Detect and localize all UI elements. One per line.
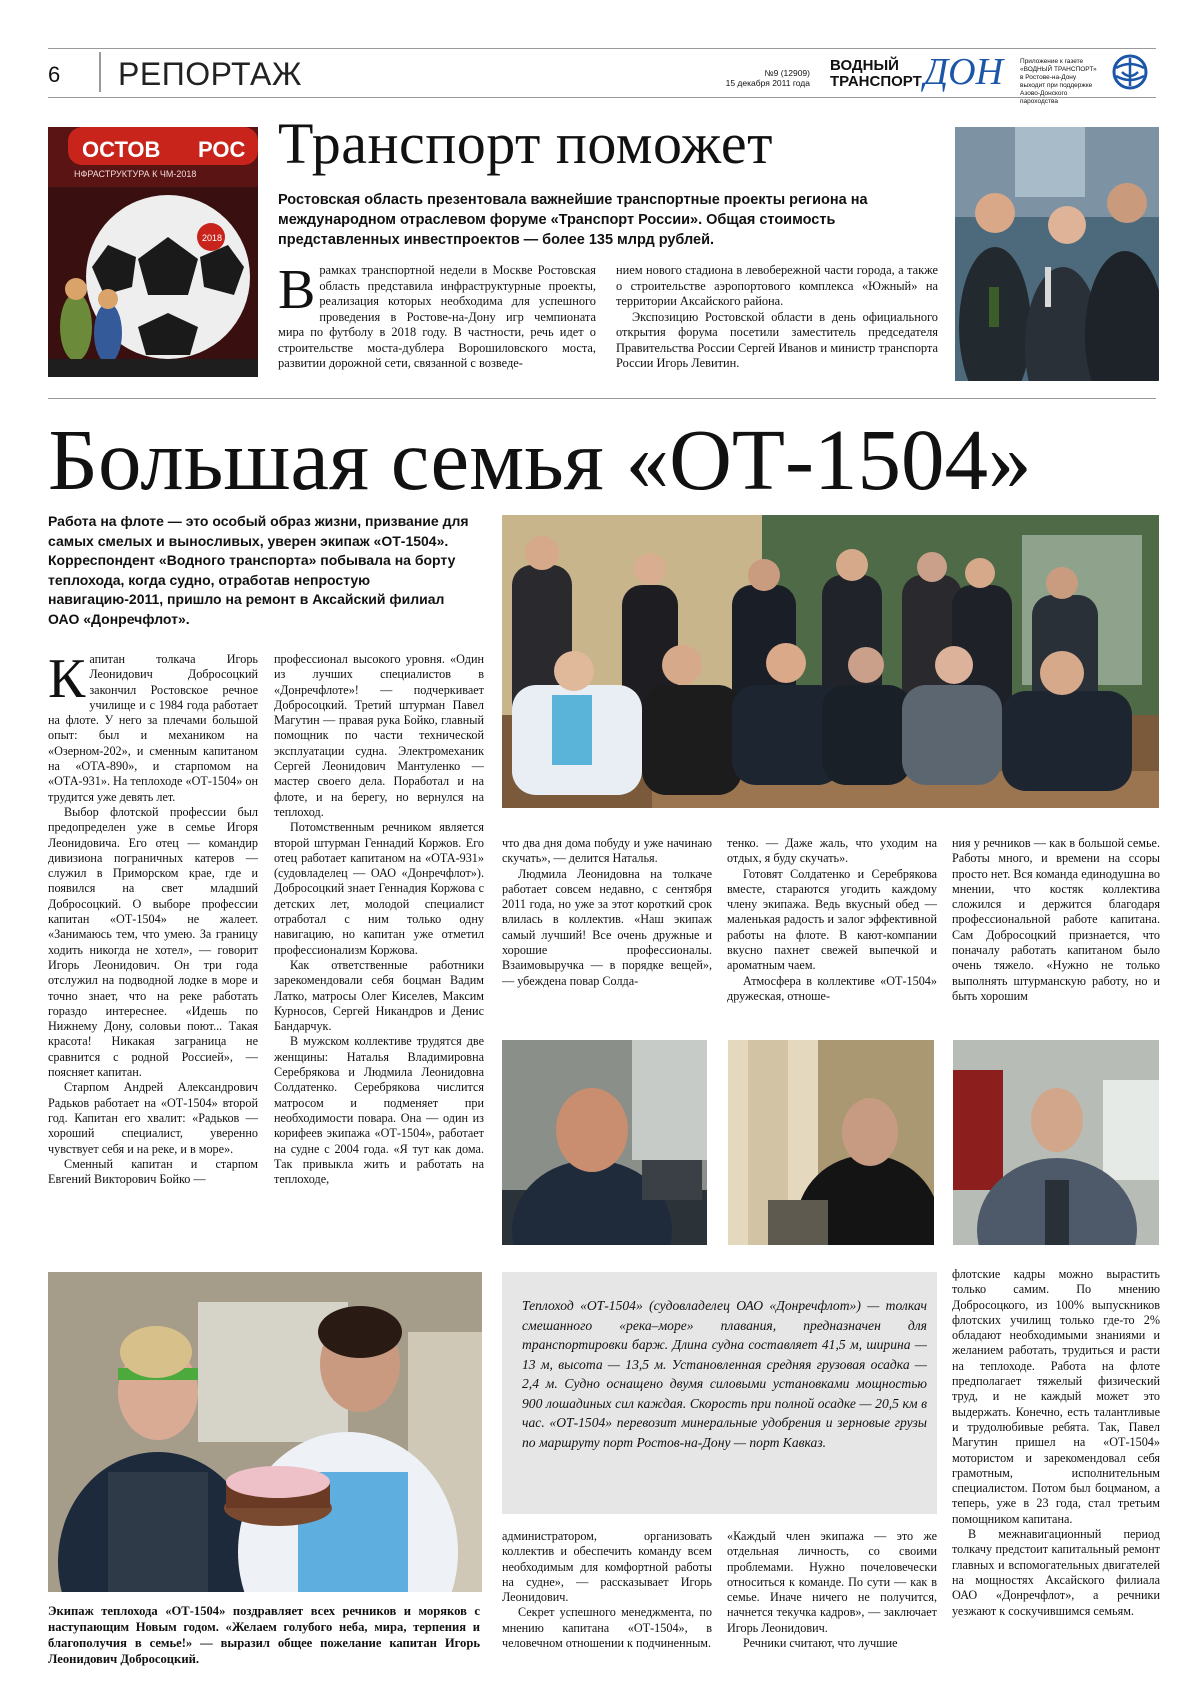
crew-portrait-photo — [502, 1040, 707, 1245]
section-divider — [99, 52, 101, 92]
article2-paragraph: профессионал высокого уровня. «Один из лучших специалистов в «Донречфлоте»! — подчеркивает Добросоцкий. Третий штурман Павел Магутин — правая рука Бойко, главный помощник по части технической эксплуатации судна. Электромеханик Сергей Леонидович Мантуленко — мастер своего дела. Поработал и на флоте, и на берегу, но вернулся на теплоход. — [274, 652, 484, 819]
article2-headline: Большая семья «ОТ-1504» — [48, 411, 1032, 508]
logo-word-vodny: ВОДНЫЙ — [830, 57, 899, 74]
article1-lead: Ростовская область презентовала важнейшие транспортные проекты региона на международном отраслевом форуме «Транспорт России». Общая стоимость представленных инвестпроектов — более 135 млрд рублей. — [278, 192, 868, 248]
article2-paragraph: Как ответственные работники зарекомендовали себя боцман Вадим Латко, матросы Олег Киселев, Максим Курносов, Сергей Никандров и Денис Бандарчук. — [274, 957, 484, 1034]
article1-paragraph: Экспозицию Ростовской области в день официального открытия форума посетили заместитель председателя Правительства России Сергей Иванов и министр транспорта России Игорь Левитин. — [616, 309, 938, 370]
article1-dropcap: В — [278, 259, 316, 321]
issue-number: №9 (12909) — [764, 68, 810, 78]
issue-date: 15 декабря 2011 года — [725, 78, 810, 88]
photo-caption: Экипаж теплохода «ОТ-1504» поздравляет всех речников и моряков с наступающим Новым годом. «Желаем голубого неба, мира, терпения и благополучия в семье!» — выразил общее пожелание капитан Игорь Леонидович Добросоцкий. — [48, 1604, 480, 1666]
article2-paragraph: В мужском коллективе трудятся две женщины: Наталья Владимировна Серебрякова и Людмила Леонидовна Солдатенко. Серебрякова числится матросом и подменяет при необходимости повара. Она — один из корифеев экипажа «ОТ-1504», работает на судне с 2004 года. «Я тут как дома. Так привыкла жить и работать на теплоходе, — [274, 1034, 484, 1187]
article2-column-5 — [952, 836, 1160, 1004]
cooks-with-cake-photo — [48, 1272, 482, 1592]
article2-lead: Работа на флоте — это особый образ жизни, призвание для самых смелых и выносливых, уверен экипаж «ОТ-1504». Корреспондент «Водного транспорта» побывала на борту теплохода, когда судно, отработав непростую навигацию-2011, пришло на ремонт в Аксайский филиал ОАО «Донречфлот». — [48, 513, 469, 627]
article1-column-2 — [616, 263, 938, 372]
banner-subtitle: НФРАСТРУКТУРА К ЧМ-2018 — [74, 169, 197, 179]
article2-column-4 — [727, 836, 937, 1004]
article1-headline: Транспорт поможет — [278, 111, 773, 176]
article2-column-1 — [48, 648, 259, 1187]
article2-paragraph: Готовят Солдатенко и Серебрякова вместе, стараются угодить каждому члену экипажа. Ведь вкусный обед — маленькая радость и залог эффективной работы на флоте. В кают-компании вкусно пахнет свежей выпечкой и ароматным чаем. — [727, 866, 937, 973]
article2-column-2 — [274, 652, 484, 1187]
article2-column-4-bottom — [727, 1529, 937, 1651]
article2-paragraph: Людмила Леонидовна на толкаче работает совсем недавно, с сентября 2011 года, но уже за этот короткий срок влилась в коллектив. «Наш экипаж самый лучший! Все очень дружные и хорошие профессионалы. Взаимовыручка — в порядке вещей», — убеждена повар Солда- — [502, 866, 712, 988]
banner-text-right: РОС — [198, 137, 246, 162]
photo-badge-2018: 2018 — [202, 233, 223, 243]
article2-paragraph: администратором, организовать коллектив и обеспечить команду всем необходимым для комфортной работы на судне», — рассказывает Игорь Леонидович. — [502, 1529, 712, 1605]
article2-dropcap: К — [48, 648, 86, 710]
header-top-rule — [48, 48, 1156, 49]
article2-paragraph: флотские кадры можно вырастить только самим. По мнению Добросоцкого, из 100% выпускников флотских училищ только где-то 2% обладают необходимыми знаниями и желанием работать, трудиться и расти на теплоходе. Работа на флоте предполагает тяжелый физический труд, и не каждый может это выдержать. Конечно, есть талантливые и трудолюбивые ребята. Так, Павел Магутин пришел на «ОТ-1504» мотористом и зарекомендовал себя грамотным, исполнительным специалистом. Потом был боцманом, а теперь, уже в 23 года, стал третьим помощником капитана. — [952, 1267, 1160, 1526]
article2-column-3 — [502, 836, 712, 989]
vessel-facts-text: Теплоход «ОТ-1504» (судовладелец ОАО «Донречфлот») — толкач смешанного «река–море» плавания, предназначен для транспортировки барж. Длина судна составляет 41,5 м, ширина — 13 м, высота — 13,5 м. Установленная средняя грузовая осадка — 2,4 м. Судно оснащено двумя силовыми установками мощностью 900 лошадиных сил каждая. Скорость при полной осадке — 20,5 км в час. «ОТ-1504» перевозит минеральные удобрения и зерновые грузы по маршруту порт Ростов-на-Дону — порт Кавказ. — [522, 1298, 927, 1450]
article1-paragraph: нием нового стадиона в левобережной части города, а также о строительстве аэропортового комплекса «Южный» на территории Аксайского района. — [616, 263, 938, 308]
article2-paragraph: апитан толкача Игорь Леонидович Добросоцкий закончил Ростовское речное училище и с 1984 года работает на флоте. У него за плечами большой опыт: был и механиком на «Озерном-202», и сменным капитаном на «ОТА-890», и старпомом на «ОТА-931». На теплоходе «ОТ-1504» он трудится уже девять лет. — [48, 652, 259, 804]
article2-paragraph: Старпом Андрей Александрович Радьков работает на «ОТ-1504» второй год. Капитан его хвалит: «Радьков — хороший специалист, уверенно чувствует себя и на реке, и в море». — [48, 1080, 258, 1156]
article2-column-5-bottom — [952, 1267, 1160, 1619]
issue-info — [700, 68, 810, 88]
article2-paragraph: Речники считают, что лучшие — [743, 1636, 898, 1651]
newspaper-logo — [830, 51, 1140, 105]
globe-anchor-icon — [1112, 54, 1148, 90]
forum-stand-photo — [48, 127, 258, 377]
officials-photo — [955, 127, 1159, 381]
article2-paragraph: Атмосфера в коллективе «ОТ-1504» дружеская, отноше- — [727, 973, 937, 1003]
article2-paragraph: Выбор флотской профессии был предопределен уже в семье Игоря Леонидовича. Его отец — командир дивизиона пограничных катеров — служил в Приморском крае, где и появился на свет младший Добросоцкий. О выборе профессии капитан «ОТ-1504» не жалеет. «Занимаюсь тем, что умею. За границу ходить никогда не хотел», — говорит Игорь Леонидович. Он три года отслужил на подводной лодке в море и точно знает, что на реке работать гораздо интереснее. «Идешь по Нижнему Дону, соловьи поют... Такая красота! Никакая заграница не сравнится с родной Россией», — поясняет капитан. — [48, 804, 258, 1080]
logo-word-transport: ТРАНСПОРТ — [830, 73, 922, 90]
article2-paragraph: тенко. — Даже жаль, что уходим на отдых, я буду скучать». — [727, 836, 937, 866]
section-label: РЕПОРТАЖ — [118, 56, 302, 92]
captain-portrait-photo — [728, 1040, 934, 1245]
article2-paragraph: Сменный капитан и старпом Евгений Викторович Бойко — — [48, 1156, 258, 1187]
article1-paragraph: рамках транспортной недели в Москве Ростовская область представила инфраструктурные проекты, реализация которых необходима для успешного проведения в Ростове-на-Дону игр чемпионата мира по футболу в 2018 году. В частности, речь идет о строительстве моста-дублера Ворошиловского моста, развитии дорожной сети, связанной с возведе- — [278, 263, 596, 370]
section-rule — [48, 398, 1156, 399]
logo-note: Приложение к газете «ВОДНЫЙ ТРАНСПОРТ» в Ростове-на-Дону выходит при поддержке Азово-Донского пароходства — [1020, 58, 1097, 105]
article2-paragraph: «Каждый член экипажа — это же отдельная личность, со своими проблемами. Нужно почеловечески относиться к команде. По сути — как в семье. Иначе ничего не получится, начнется текучка кадров», — заключает Игорь Леонидович. — [727, 1529, 937, 1635]
article1-column-1 — [278, 259, 596, 372]
article2-paragraph: Потомственным речником является второй штурман Геннадий Коржов. Его отец работает капитаном на «ОТА-931» (судовладелец — ОАО «Донречфлот»). Добросоцкий знает Геннадия Коржова с детских лет, молодой специалист отработал с ним только одну навигацию, но капитан уже отметил профессионализм Коржова. — [274, 820, 484, 957]
page-number: 6 — [48, 62, 61, 87]
article2-paragraph: Секрет успешного менеджмента, по мнению капитана «ОТ-1504», в человечном отношении к подчиненным. — [502, 1605, 712, 1651]
crew-group-photo — [502, 515, 1159, 808]
article2-paragraph: ния у речников — как в большой семье. Работы много, и времени на ссоры просто нет. Вся команда единодушна во мнении, что костяк коллектива сложился и держится благодаря профессиональной работе капитана. Сам Добросоцкий признается, что поначалу работать капитаном было очень тяжело. «Нужно не только выполнять штурманскую работу, но и быть хорошим — [952, 836, 1160, 1003]
article2-paragraph: В межнавигационный период толкачу предстоит капитальный ремонт главных и вспомогательных двигателей на мощностях Аксайского филиала ОАО «Донречфлот», а речники уезжают к соскучившимся семьям. — [952, 1527, 1160, 1618]
mate-portrait-photo — [953, 1040, 1159, 1245]
header-bottom-rule — [48, 97, 1156, 98]
logo-word-don: ДОН — [924, 51, 1004, 93]
article2-paragraph: что два дня дома побуду и уже начинаю скучать», — делится Наталья. — [502, 836, 712, 866]
article2-column-3-bottom — [502, 1529, 712, 1651]
banner-text-left: ОСТОВ — [82, 137, 161, 162]
